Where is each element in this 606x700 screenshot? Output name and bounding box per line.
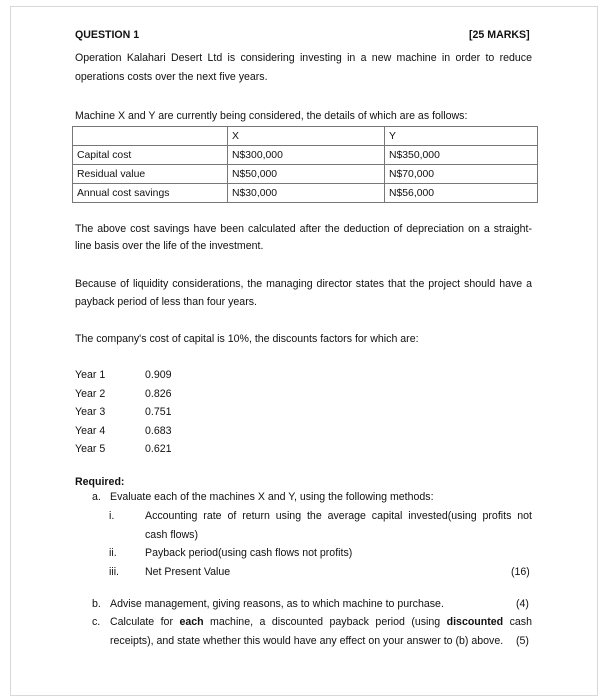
- table-cell: N$30,000: [228, 184, 385, 203]
- discount-factor: 0.826: [145, 388, 172, 400]
- para2-line-1: Because of liquidity considerations, the managing director states that the project should have a: [75, 278, 532, 290]
- year-label: Year 4: [75, 425, 106, 437]
- item-a-ii-num: ii.: [109, 547, 117, 559]
- para1-line-2: line basis over the life of the investment.: [75, 240, 264, 252]
- question-title: QUESTION 1: [75, 29, 140, 41]
- text: Calculate for: [110, 616, 180, 628]
- table-row: [73, 165, 538, 184]
- item-a-marks: (16): [511, 566, 530, 578]
- machine-intro: Machine X and Y are currently being considered, the details of which are as follows:: [75, 110, 468, 122]
- discount-factor: 0.909: [145, 369, 172, 381]
- discount-factor: 0.621: [145, 443, 172, 455]
- item-a-iii-text: Net Present Value: [145, 566, 231, 578]
- year-label: Year 1: [75, 369, 106, 381]
- item-a-i-num: i.: [109, 510, 115, 522]
- item-b-label: b.: [92, 598, 101, 610]
- intro-line-1: Operation Kalahari Desert Ltd is considering investing in a new machine in order to reduce: [75, 52, 532, 64]
- item-c-label: c.: [92, 616, 101, 628]
- bold-text: each: [179, 616, 204, 628]
- year-label: Year 3: [75, 406, 106, 418]
- table-row: [73, 146, 538, 165]
- table-header-row: [73, 127, 538, 146]
- year-label: Year 5: [75, 443, 106, 455]
- year-label: Year 2: [75, 388, 106, 400]
- table-cell: N$300,000: [228, 146, 385, 165]
- table-cell: N$56,000: [385, 184, 538, 203]
- item-a-label: a.: [92, 491, 101, 503]
- item-a-iii-num: iii.: [109, 566, 120, 578]
- machine-table: [72, 126, 538, 203]
- text: cash: [503, 616, 532, 628]
- question-marks: [25 MARKS]: [469, 29, 530, 41]
- item-b-text: Advise management, giving reasons, as to which machine to purchase.: [110, 598, 444, 610]
- discount-factor: 0.751: [145, 406, 172, 418]
- table-cell: Annual cost savings: [73, 184, 228, 203]
- para1-line-1: The above cost savings have been calculated after the deduction of depreciation on a straight-: [75, 223, 532, 235]
- para3: The company's cost of capital is 10%, the discounts factors for which are:: [75, 333, 419, 345]
- table-cell: Residual value: [73, 165, 228, 184]
- table-cell: N$70,000: [385, 165, 538, 184]
- table-cell: N$350,000: [385, 146, 538, 165]
- discount-factor: 0.683: [145, 425, 172, 437]
- text: machine, a discounted payback period (using: [203, 616, 447, 628]
- item-a-i-text-cont: cash flows): [145, 529, 198, 541]
- item-c-marks: (5): [516, 635, 529, 647]
- item-a-i-text: Accounting rate of return using the average capital invested(using profits not: [145, 510, 532, 522]
- item-c-text-cont: receipts), and state whether this would have any effect on your answer to (b) above.: [110, 635, 504, 647]
- table-cell: Capital cost: [73, 146, 228, 165]
- table-header-y: Y: [385, 127, 538, 146]
- table-row: [73, 184, 538, 203]
- bold-text: discounted: [446, 616, 504, 628]
- item-a-text: Evaluate each of the machines X and Y, using the following methods:: [110, 491, 434, 503]
- table-cell: [73, 127, 228, 146]
- para2-line-2: payback period of less than four years.: [75, 296, 257, 308]
- item-b-marks: (4): [516, 598, 529, 610]
- required-heading: Required:: [75, 476, 125, 488]
- item-a-ii-text: Payback period(using cash flows not profits): [145, 547, 353, 559]
- item-c-text: [110, 616, 532, 629]
- table-header-x: X: [228, 127, 385, 146]
- table-cell: N$50,000: [228, 165, 385, 184]
- intro-line-2: operations costs over the next five years.: [75, 71, 268, 83]
